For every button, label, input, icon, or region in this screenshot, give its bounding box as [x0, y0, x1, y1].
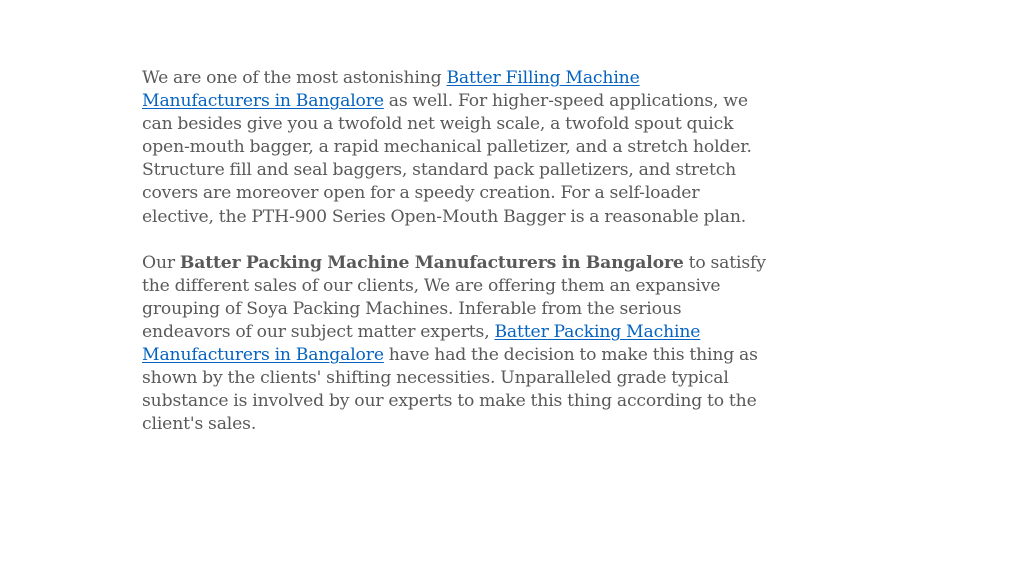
paragraph-2: [142, 252, 772, 437]
batter-packing-machine-link[interactable]: Batter Packing Machine Manufacturers in Bangalore: [142, 322, 701, 366]
paragraph-2-body: have had the decision to make this thing as shown by the clients' shifting necessities. Unparalleled grade typical substance is involved by our experts to make this thing according to the client's sales.: [142, 345, 758, 435]
batter-filling-machine-link[interactable]: Batter Filling Machine Manufacturers in Bangalore: [142, 68, 640, 112]
paragraph-1-body: as well. For higher-speed applications, we can besides give you a twofold net weigh scale, a twofold spout quick open-mouth bagger, a rapid mechanical palletizer, and a stretch holder. Structure fill and seal baggers, standard pack palletizers, and stretch covers are moreover open for a speedy creation. For a self-loader elective, the PTH-900 Series Open-Mouth Bagger is a reasonable plan.: [142, 91, 752, 227]
batter-packing-bold-heading: Batter Packing Machine Manufacturers in Bangalore: [179, 252, 684, 273]
text-content: [142, 67, 772, 460]
paragraph-1-intro: We are one of the most astonishing: [142, 68, 447, 88]
paragraph-1: [142, 67, 772, 229]
paragraph-2-intro: Our: [142, 252, 180, 273]
paragraph-2-middle: to satisfy the different sales of our clients, We are offering them an expansive grouping of Soya Packing Machines. Inferable from the serious endeavors of our subject matter experts,: [142, 252, 766, 343]
